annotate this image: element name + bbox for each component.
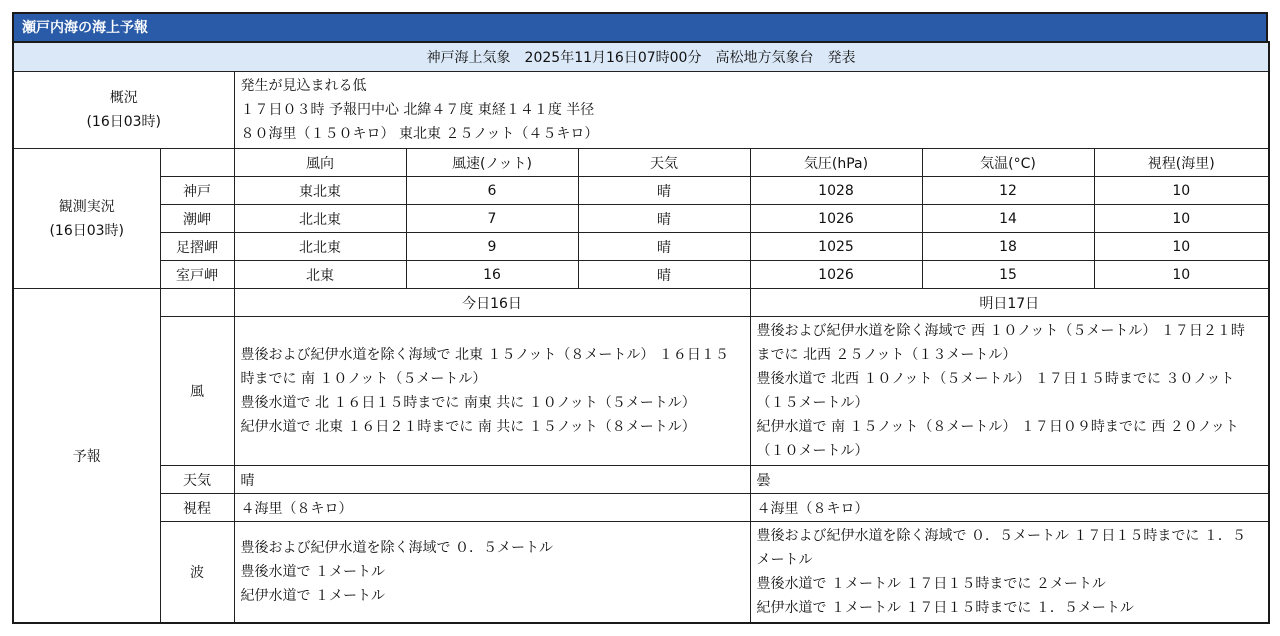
temperature-cell: 15 <box>922 261 1094 289</box>
text-line: （１５メートル） <box>756 395 869 411</box>
wind-speed-cell: 6 <box>406 177 578 205</box>
forecast-panel <box>12 12 1268 624</box>
waves-row <box>13 522 1269 624</box>
waves-tomorrow <box>750 522 1269 624</box>
weather-cell: 晴 <box>578 205 750 233</box>
column-header: 気温(°C) <box>922 149 1094 177</box>
weather-cell: 晴 <box>578 233 750 261</box>
pressure-cell: 1026 <box>750 261 922 289</box>
station-name: 神戸 <box>160 177 234 205</box>
pressure-cell: 1026 <box>750 205 922 233</box>
text-line: 豊後水道で １メートル １７日１５時までに ２メートル <box>756 576 1106 592</box>
wind-direction-cell: 北北東 <box>234 233 406 261</box>
text-line: 豊後および紀伊水道を除く海域で 西 １０ノット（５メートル） １７日２１時 <box>756 323 1245 339</box>
wind-direction-cell: 北東 <box>234 261 406 289</box>
column-header: 視程(海里) <box>1094 149 1269 177</box>
wind-direction-cell: 北北東 <box>234 205 406 233</box>
wind-today <box>234 317 750 466</box>
text-line: （１０メートル） <box>756 443 869 459</box>
column-header: 気圧(hPa) <box>750 149 922 177</box>
station-header-blank <box>160 149 234 177</box>
wind-speed-cell: 7 <box>406 205 578 233</box>
text-line: 豊後および紀伊水道を除く海域で ０．５メートル １７日１５時までに １．５ <box>756 528 1246 544</box>
text-line: 豊後水道で 北西 １０ノット（５メートル） １７日１５時までに ３０ノット <box>756 371 1235 387</box>
forecast-table <box>12 41 1270 624</box>
text-line: 紀伊水道で 北東 １６日２１時までに 南 共に １５ノット（８メートル） <box>240 419 696 435</box>
visibility-cell: 10 <box>1094 205 1269 233</box>
text-line: 豊後および紀伊水道を除く海域で ０．５メートル <box>240 540 553 556</box>
pressure-cell: 1025 <box>750 233 922 261</box>
observations-time: (16日03時) <box>49 222 125 239</box>
station-name: 足摺岬 <box>160 233 234 261</box>
issued-text: 神戸海上気象 2025年11月16日07時00分 高松地方気象台 発表 <box>13 42 1269 72</box>
overview-time: (16日03時) <box>86 114 162 130</box>
visibility-label: 視程 <box>160 494 234 522</box>
visibility-cell: 10 <box>1094 233 1269 261</box>
wind-tomorrow <box>750 317 1269 466</box>
visibility-cell: 10 <box>1094 261 1269 289</box>
overview-line: 発生が見込まれる低 <box>240 78 367 94</box>
visibility-cell: 10 <box>1094 177 1269 205</box>
wind-speed-cell: 9 <box>406 233 578 261</box>
waves-label: 波 <box>160 522 234 624</box>
overview-label: 概況 <box>109 90 138 106</box>
column-header: 天気 <box>578 149 750 177</box>
column-header: 風向 <box>234 149 406 177</box>
temperature-cell: 14 <box>922 205 1094 233</box>
text-line: 時までに 南 １０ノット（５メートル） <box>240 371 487 387</box>
text-line: 紀伊水道で １メートル <box>240 588 385 604</box>
weather-today: 晴 <box>234 466 750 494</box>
overview-header <box>13 72 234 149</box>
weather-cell: 晴 <box>578 261 750 289</box>
forecast-header-blank <box>160 289 234 317</box>
overview-line: １７日０３時 予報円中心 北緯４７度 東経１４１度 半径 <box>240 102 595 118</box>
station-name: 潮岬 <box>160 205 234 233</box>
text-line: 豊後水道で 北 １６日１５時までに 南東 共に １０ノット（５メートル） <box>240 395 696 411</box>
today-header: 今日16日 <box>234 289 750 317</box>
table-row <box>13 261 1269 289</box>
table-row <box>13 177 1269 205</box>
text-line: 紀伊水道で １メートル １７日１５時までに １．５メートル <box>756 600 1134 616</box>
panel-title: 瀬戸内海の海上予報 <box>12 12 1268 41</box>
weather-tomorrow: 曇 <box>750 466 1269 494</box>
overview-row <box>13 72 1269 149</box>
station-name: 室戸岬 <box>160 261 234 289</box>
visibility-row <box>13 494 1269 522</box>
overview-line: ８０海里（１５０キロ） 東北東 ２５ノット（４５キロ） <box>240 126 599 142</box>
column-header: 風速(ノット) <box>406 149 578 177</box>
table-row <box>13 233 1269 261</box>
text-line: 豊後および紀伊水道を除く海域で 北東 １５ノット（８メートル） １６日１５ <box>240 347 729 363</box>
forecast-header-row <box>13 289 1269 317</box>
weather-cell: 晴 <box>578 177 750 205</box>
text-line: 紀伊水道で 南 １５ノット（８メートル） １７日０９時までに 西 ２０ノット <box>756 419 1239 435</box>
observations-header-row <box>13 149 1269 177</box>
wind-row <box>13 317 1269 466</box>
text-line: メートル <box>756 552 813 568</box>
pressure-cell: 1028 <box>750 177 922 205</box>
observations-label: 観測実況 <box>58 198 115 215</box>
text-line: までに 北西 ２５ノット（１３メートル） <box>756 347 1017 363</box>
temperature-cell: 18 <box>922 233 1094 261</box>
temperature-cell: 12 <box>922 177 1094 205</box>
issued-row <box>13 42 1269 72</box>
weather-label: 天気 <box>160 466 234 494</box>
forecast-label: 予報 <box>13 289 160 624</box>
wind-label: 風 <box>160 317 234 466</box>
text-line: 豊後水道で １メートル <box>240 564 385 580</box>
table-row <box>13 205 1269 233</box>
waves-today <box>234 522 750 624</box>
visibility-today: ４海里（８キロ） <box>234 494 750 522</box>
wind-speed-cell: 16 <box>406 261 578 289</box>
tomorrow-header: 明日17日 <box>750 289 1269 317</box>
wind-direction-cell: 東北東 <box>234 177 406 205</box>
observations-header <box>13 149 160 289</box>
weather-row <box>13 466 1269 494</box>
visibility-tomorrow: ４海里（８キロ） <box>750 494 1269 522</box>
overview-text <box>234 72 1269 149</box>
